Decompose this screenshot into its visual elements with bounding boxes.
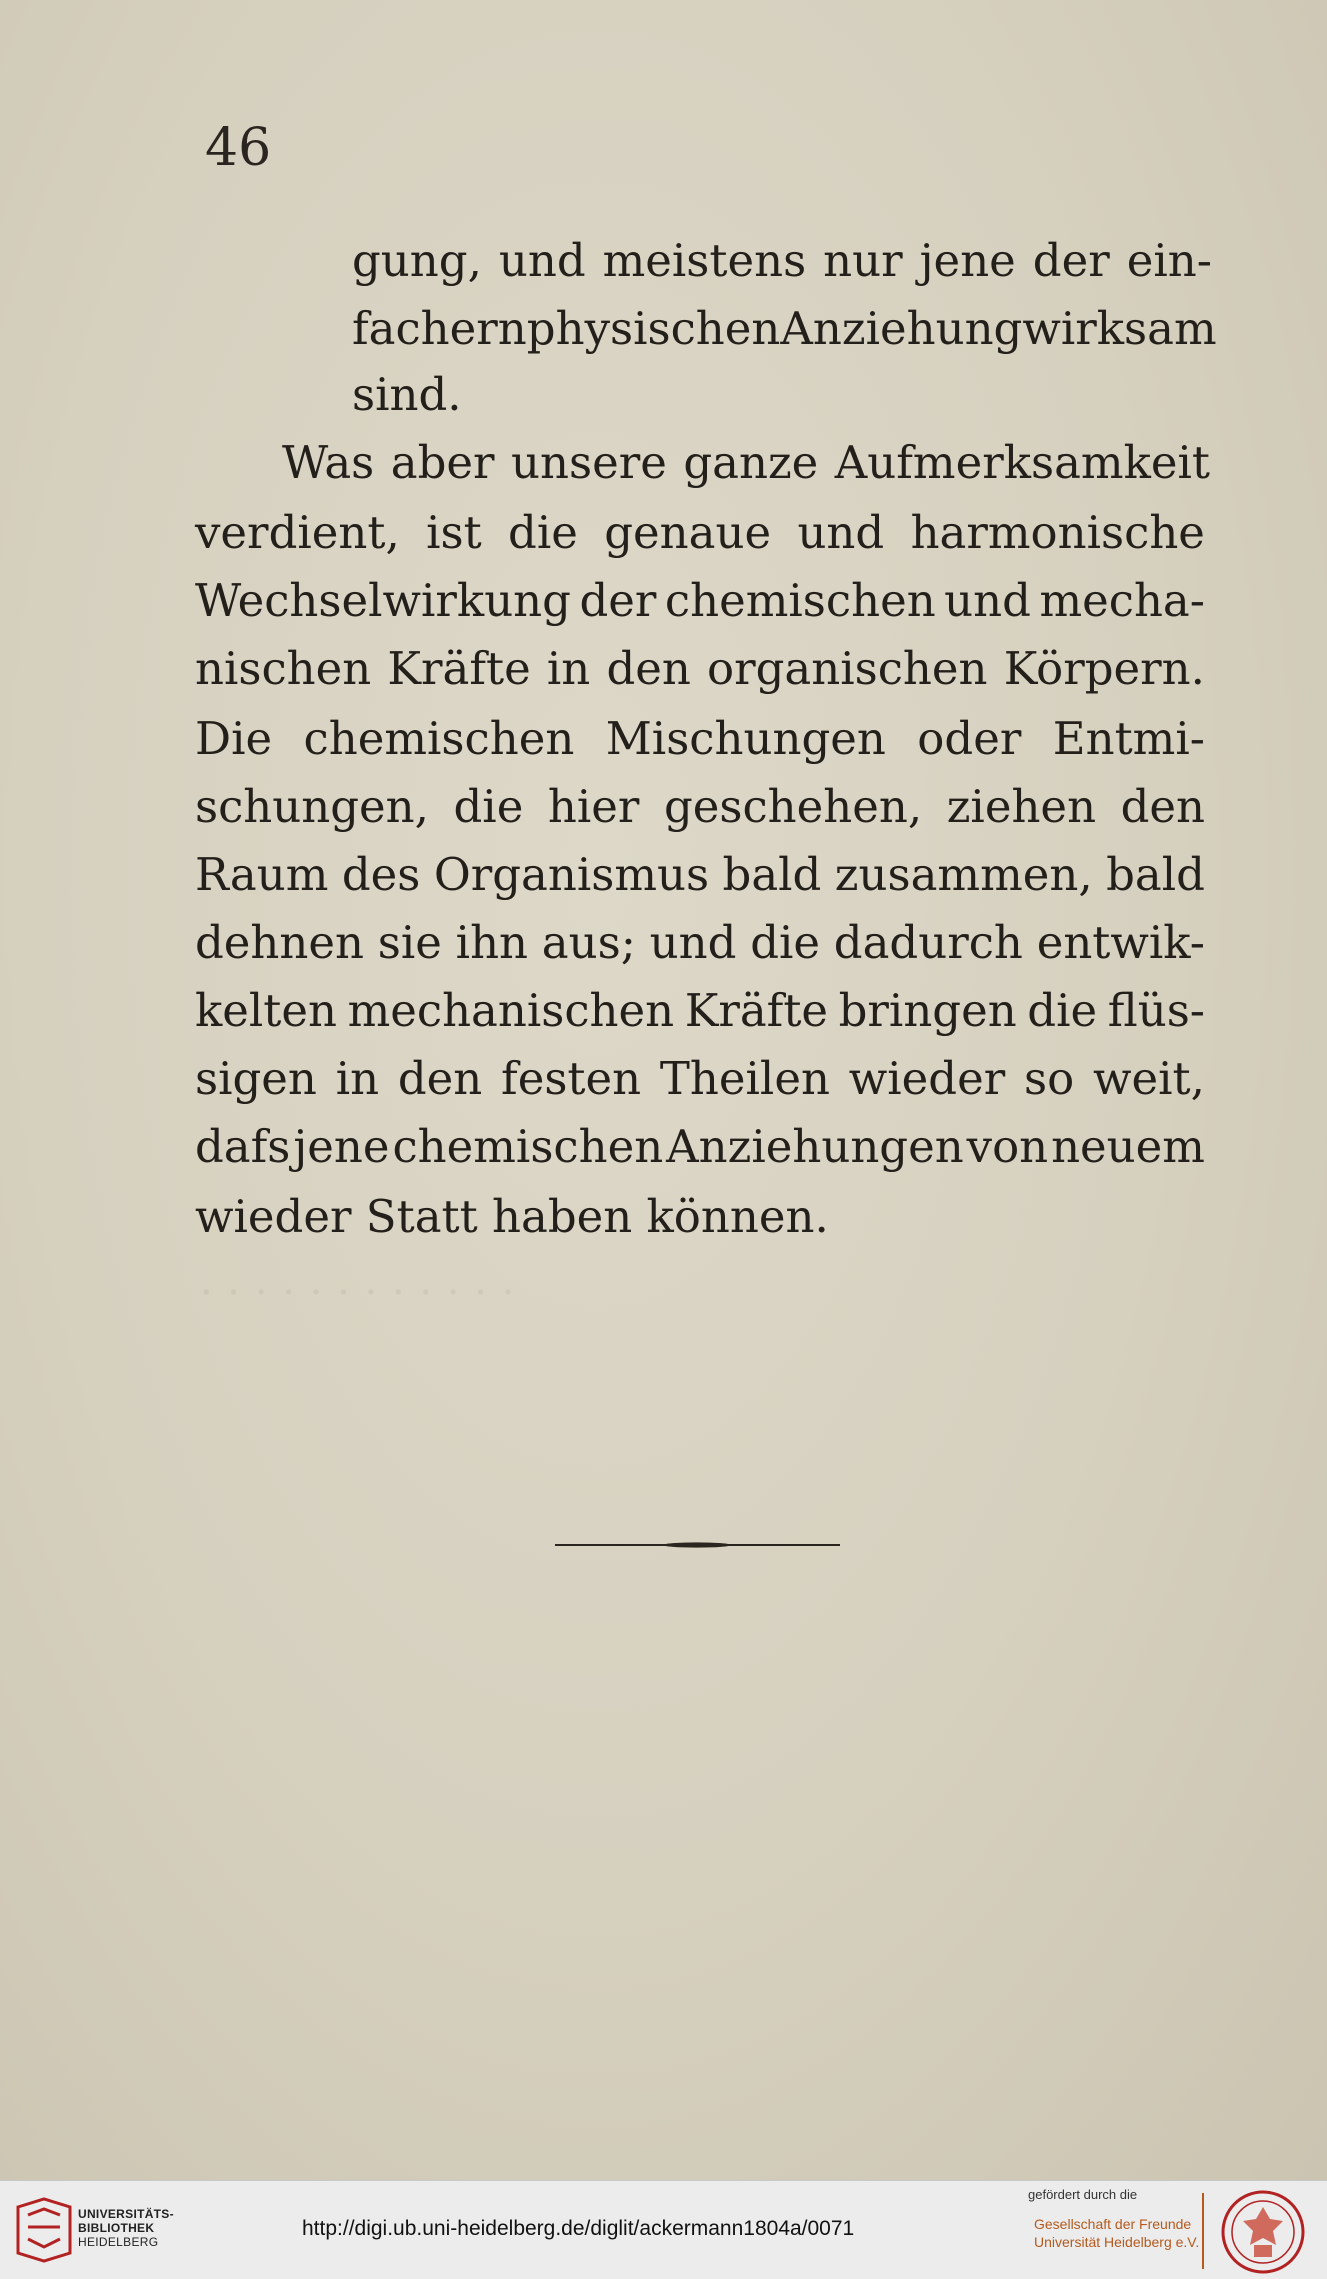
word: ein- xyxy=(1126,234,1212,287)
word: und xyxy=(944,574,1031,627)
word: bringen xyxy=(838,984,1017,1037)
word: verdient, xyxy=(195,506,400,559)
text-line xyxy=(195,780,1205,833)
word: nischen xyxy=(195,642,372,695)
text-line xyxy=(195,712,1205,765)
word: die xyxy=(508,506,578,559)
word: ganze xyxy=(683,436,819,489)
section-separator xyxy=(555,1542,840,1548)
word: meistens xyxy=(602,234,807,287)
library-logo-icon xyxy=(14,2197,74,2263)
sponsor-name: Gesellschaft der Freunde Universität Heidelberg e.V. xyxy=(1034,2216,1200,2250)
text-line xyxy=(195,574,1205,627)
word: entwik- xyxy=(1036,916,1205,969)
word: Raum xyxy=(195,848,329,901)
text-line xyxy=(282,436,1210,489)
word: und xyxy=(649,916,737,969)
word: die xyxy=(1027,984,1098,1037)
word: Mischungen xyxy=(605,712,886,765)
word: organischen xyxy=(707,642,988,695)
text-line: sind. xyxy=(352,368,462,421)
library-name: UNIVERSITÄTS- BIBLIOTHEK HEIDELBERG xyxy=(78,2207,174,2249)
word: Aufmerksamkeit xyxy=(834,436,1210,489)
word: den xyxy=(1120,780,1205,833)
text-line xyxy=(195,984,1205,1037)
word: physischen xyxy=(526,302,781,355)
word: mechanischen xyxy=(347,984,675,1037)
word: die xyxy=(453,780,524,833)
text-line xyxy=(195,916,1205,969)
text-line xyxy=(195,1052,1205,1105)
word: in xyxy=(335,1052,380,1105)
word: sie xyxy=(377,916,442,969)
word: kelten xyxy=(195,984,337,1037)
word: schungen, xyxy=(195,780,429,833)
text-line xyxy=(352,302,1217,355)
word: aus; xyxy=(541,916,636,969)
word: zusammen, xyxy=(834,848,1093,901)
word: fachern xyxy=(352,302,527,355)
word: Wechselwirkung xyxy=(195,574,571,627)
text-line xyxy=(195,506,1205,559)
word: wieder xyxy=(848,1052,1006,1105)
funded-by-label: gefördert durch die xyxy=(1028,2187,1138,2202)
word: harmonische xyxy=(910,506,1205,559)
word: in xyxy=(546,642,591,695)
word: ihn xyxy=(455,916,529,969)
word: Kräfte xyxy=(684,984,829,1037)
word: der xyxy=(579,574,657,627)
bleed-through-text: · · · · · · · · · · · · xyxy=(200,1270,516,1316)
word: den xyxy=(397,1052,483,1105)
word: jene xyxy=(919,234,1016,287)
page-number: 46 xyxy=(205,118,272,178)
text-line xyxy=(195,642,1205,695)
word: ist xyxy=(426,506,482,559)
word: weit, xyxy=(1092,1052,1205,1105)
text-line xyxy=(352,234,1212,287)
word: neuem xyxy=(1051,1120,1205,1173)
word: bald xyxy=(722,848,822,901)
word: des xyxy=(341,848,421,901)
footer-bar xyxy=(0,2180,1327,2279)
word: nur xyxy=(823,234,903,287)
word: Körpern. xyxy=(1003,642,1205,695)
word: von xyxy=(966,1120,1049,1173)
word: aber xyxy=(390,436,495,489)
word: Die xyxy=(195,712,273,765)
word: Organismus xyxy=(433,848,710,901)
word: chemischen xyxy=(664,574,936,627)
word: unsere xyxy=(511,436,667,489)
word: so xyxy=(1024,1052,1075,1105)
word: Entmi- xyxy=(1052,712,1205,765)
word: die xyxy=(750,916,821,969)
word: gung, xyxy=(352,234,482,287)
word: chemischen xyxy=(392,1120,664,1173)
word: sigen xyxy=(195,1052,317,1105)
permalink-url[interactable]: http://digi.ub.uni-heidelberg.de/diglit/ackermann1804a/0071 xyxy=(302,2217,855,2240)
word: und xyxy=(797,506,885,559)
word: genaue xyxy=(604,506,772,559)
word: chemischen xyxy=(303,712,575,765)
word: jene xyxy=(293,1120,390,1173)
word: festen xyxy=(501,1052,642,1105)
word: flüs- xyxy=(1107,984,1205,1037)
word: hier xyxy=(547,780,640,833)
text-line: wieder Statt haben können. xyxy=(195,1190,829,1243)
word: Anziehung xyxy=(780,302,1023,355)
word: Kräfte xyxy=(387,642,531,695)
word: bald xyxy=(1106,848,1205,901)
word: dadurch xyxy=(833,916,1023,969)
text-line xyxy=(195,1120,1205,1173)
word: Theilen xyxy=(659,1052,830,1105)
word: der xyxy=(1032,234,1110,287)
word: dafs xyxy=(195,1120,291,1173)
word: den xyxy=(606,642,691,695)
word: geschehen, xyxy=(663,780,923,833)
word: mecha- xyxy=(1039,574,1205,627)
footer-divider xyxy=(1202,2193,1204,2269)
word: wirksam xyxy=(1022,302,1217,355)
word: ziehen xyxy=(946,780,1097,833)
university-seal-icon xyxy=(1220,2189,1306,2275)
word: oder xyxy=(917,712,1022,765)
word: Was xyxy=(282,436,375,489)
word: dehnen xyxy=(195,916,365,969)
word: Anziehungen xyxy=(666,1120,964,1173)
text-line xyxy=(195,848,1205,901)
word: und xyxy=(498,234,586,287)
